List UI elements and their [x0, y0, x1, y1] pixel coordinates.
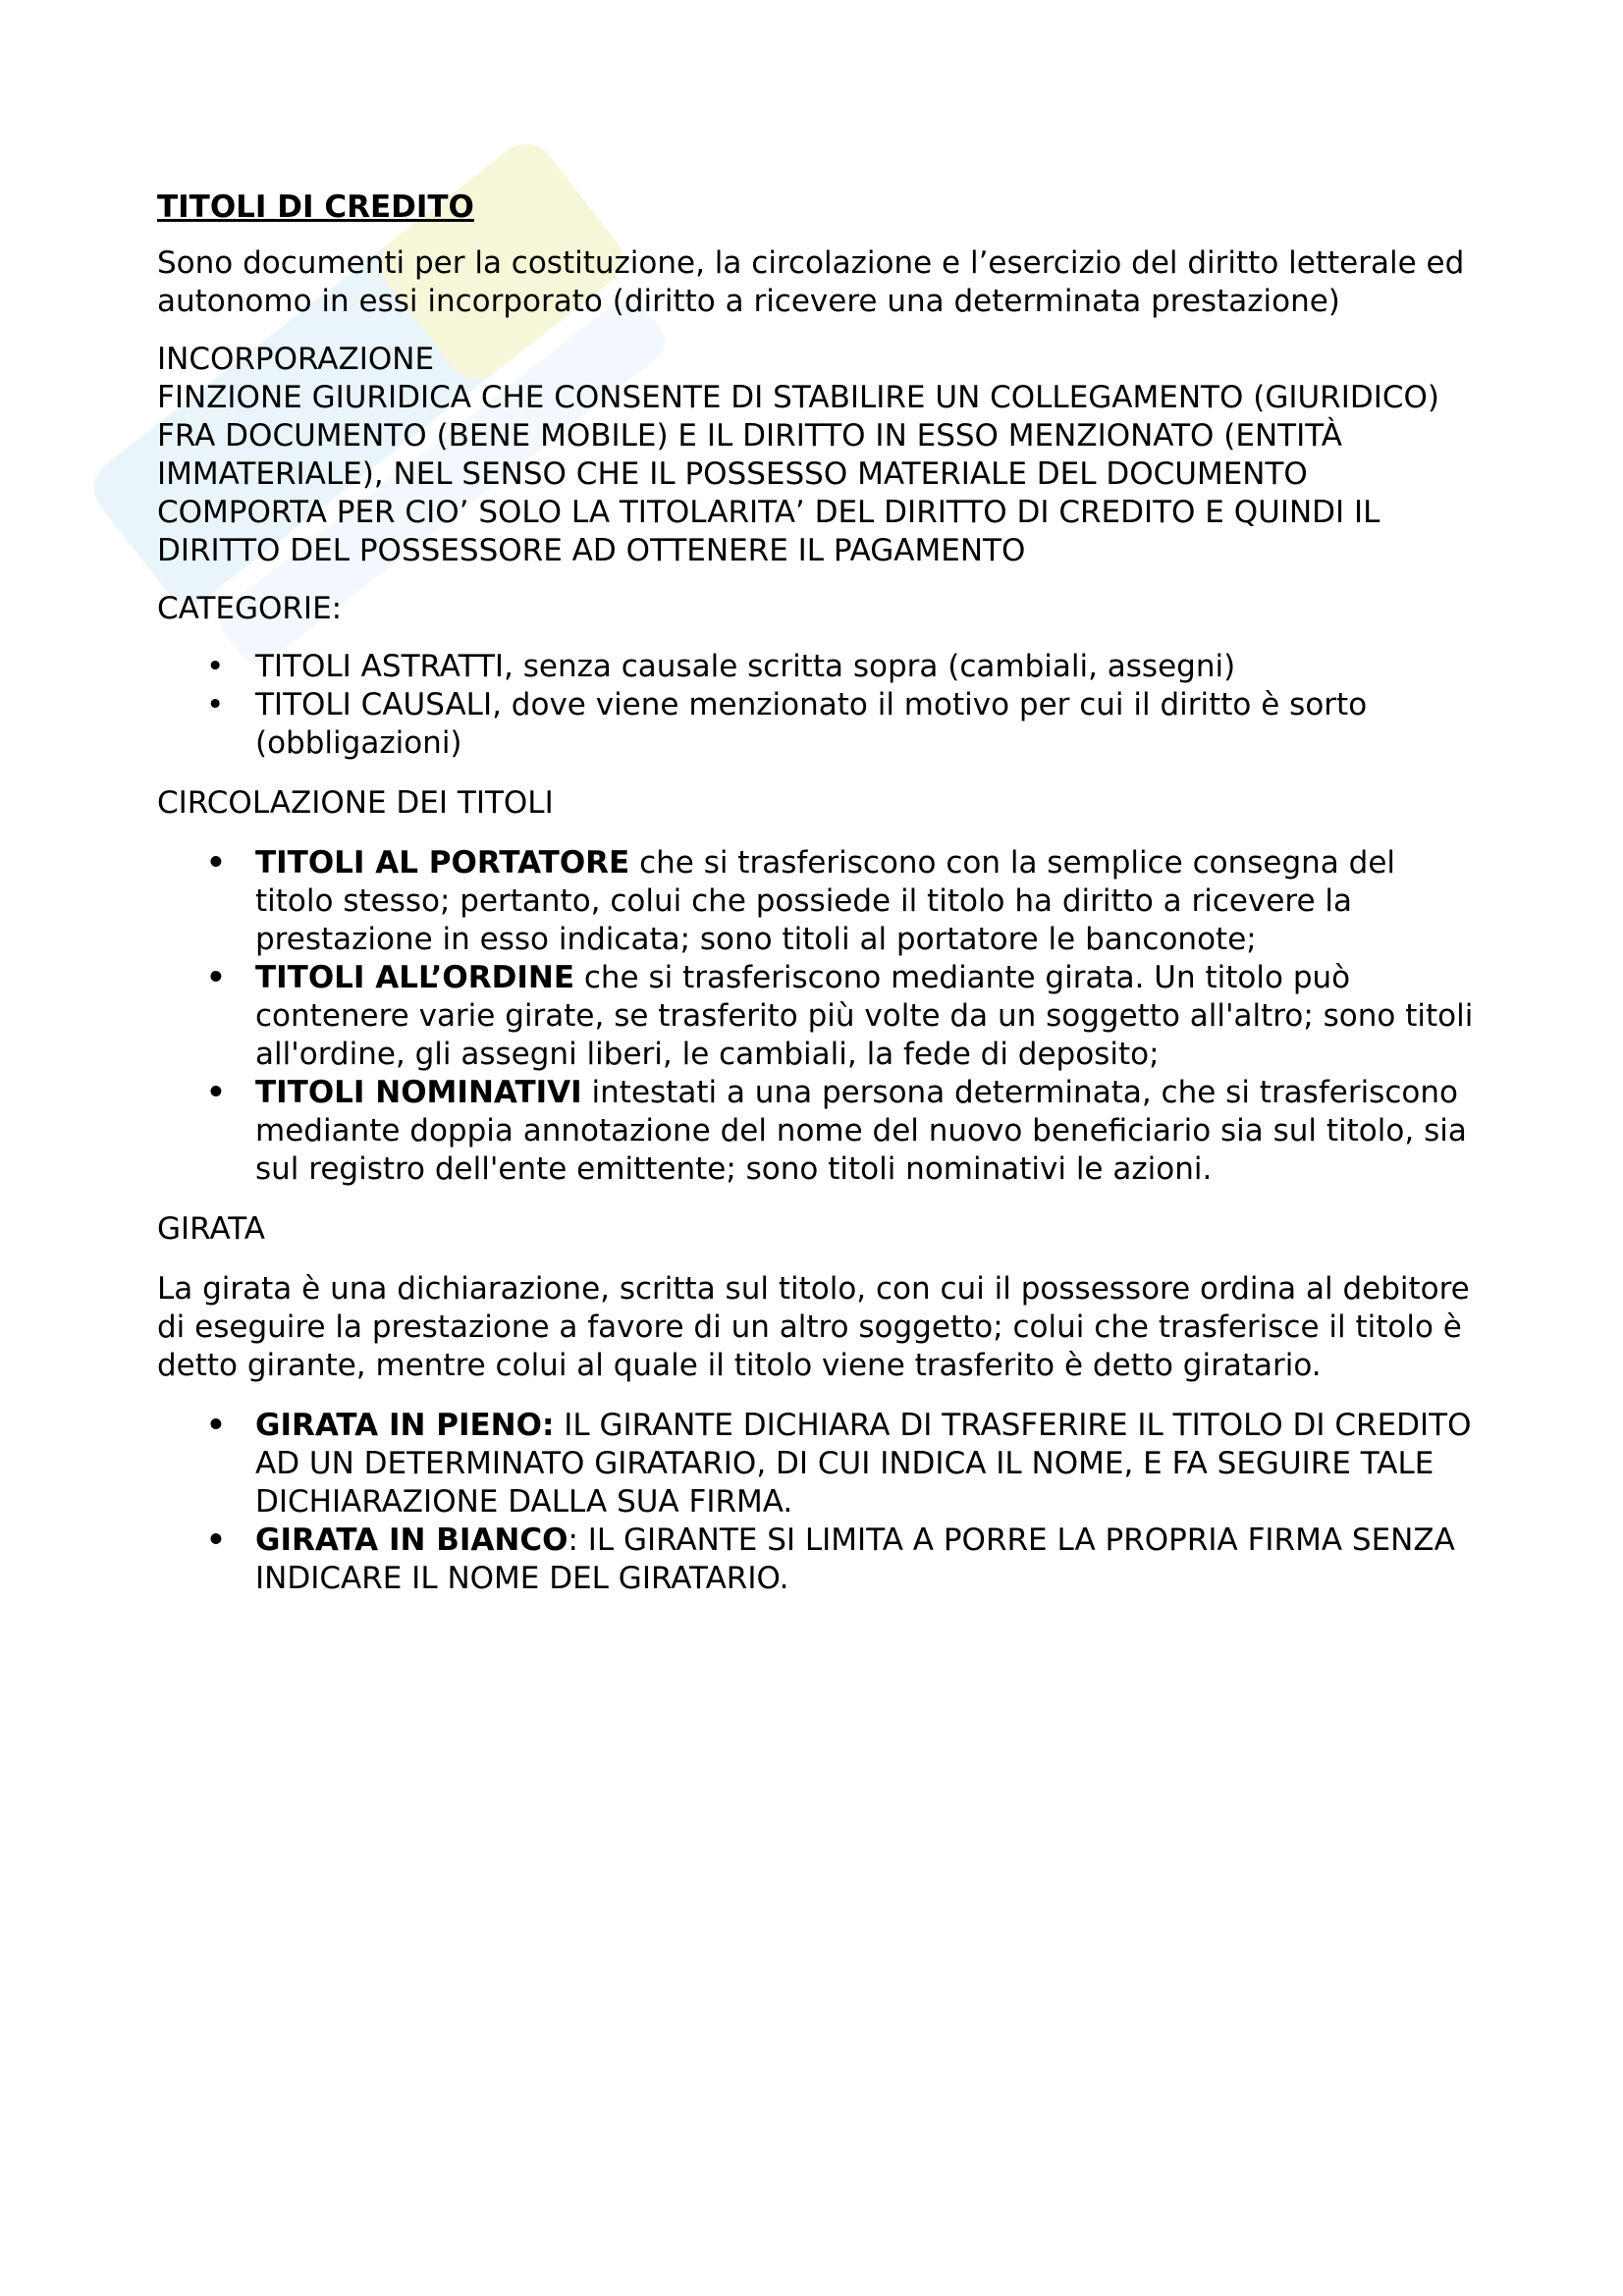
categorie-list [157, 648, 1483, 763]
term: GIRATA IN PIENO: [255, 1408, 555, 1443]
list-item [255, 844, 1483, 959]
incorporazione-paragraph: FINZIONE GIURIDICA CHE CONSENTE DI STABILIRE UN COLLEGAMENTO (GIURIDICO) FRA DOCUMENTO (BENE MOBILE) E IL DIRITTO IN ESSO MENZIONATO (ENTITÀ IMMATERIALE), NEL SENSO CHE IL POSSESSO MATERIALE DEL DOCUMENTO COMPORTA PER CIO’ SOLO LA TITOLARITA’ DEL DIRITTO DI CREDITO E QUINDI IL DIRITTO DEL POSSESSORE AD OTTENERE IL PAGAMENTO [157, 380, 1440, 568]
list-item: • TITOLI ASTRATTI, senza causale scritta sopra (cambiali, assegni) [255, 648, 1483, 686]
list-item [255, 1407, 1483, 1522]
document-page [157, 188, 1483, 1620]
girata-paragraph: La girata è una dichiarazione, scritta sul titolo, con cui il possessore ordina al debitore di eseguire la prestazione a favore di un altro soggetto; colui che trasferisce il titolo è detto girante, mentre colui al quale il titolo viene trasferito è detto giratario. [157, 1271, 1470, 1383]
term: GIRATA IN BIANCO [255, 1522, 568, 1558]
term: TITOLI AL PORTATORE [255, 845, 630, 881]
list-item: • TITOLI CAUSALI, dove viene menzionato il motivo per cui il diritto è sorto (obbligazioni) [255, 686, 1483, 763]
list-item [255, 1074, 1483, 1189]
circolazione-heading: CIRCOLAZIONE DEI TITOLI [157, 785, 554, 821]
document-title: TITOLI DI CREDITO [157, 189, 474, 225]
definition: che si trasferiscono con la semplice consegna del titolo stesso; pertanto, colui che possiede il titolo ha diritto a ricevere la prestazione in esso indicata; sono titoli al portatore le banconote; [255, 845, 1396, 957]
definition: che si trasferiscono mediante girata. Un titolo può contenere varie girate, se trasferito più volte da un soggetto all'altro; sono titoli all'ordine, gli assegni liberi, le cambiali, la fede di deposito; [255, 960, 1474, 1072]
term: TITOLI NOMINATIVI [255, 1075, 582, 1110]
girata-heading: GIRATA [157, 1211, 265, 1247]
circolazione-list [157, 844, 1483, 1189]
definition: intestati a una persona determinata, che si trasferiscono mediante doppia annotazione del nome del nuovo beneficiario sia sul titolo, sia sul registro dell'ente emittente; sono titoli nominativi le azioni. [255, 1075, 1467, 1187]
list-item [255, 1522, 1483, 1598]
term: TITOLI ALL’ORDINE [255, 960, 575, 995]
girata-list [157, 1407, 1483, 1598]
incorporazione-heading: INCORPORAZIONE [157, 342, 435, 377]
list-item [255, 959, 1483, 1074]
definition: : IL GIRANTE SI LIMITA A PORRE LA PROPRIA FIRMA SENZA INDICARE IL NOME DEL GIRATARIO. [255, 1522, 1455, 1596]
definition: IL GIRANTE DICHIARA DI TRASFERIRE IL TITOLO DI CREDITO AD UN DETERMINATO GIRATARIO, DI CUI INDICA IL NOME, E FA SEGUIRE TALE DICHIARAZIONE DALLA SUA FIRMA. [255, 1408, 1472, 1520]
intro-paragraph: Sono documenti per la costituzione, la circolazione e l’esercizio del diritto letterale ed autonomo in essi incorporato (diritto a ricevere una determinata prestazione) [157, 245, 1465, 319]
categorie-heading: CATEGORIE: [157, 591, 343, 626]
